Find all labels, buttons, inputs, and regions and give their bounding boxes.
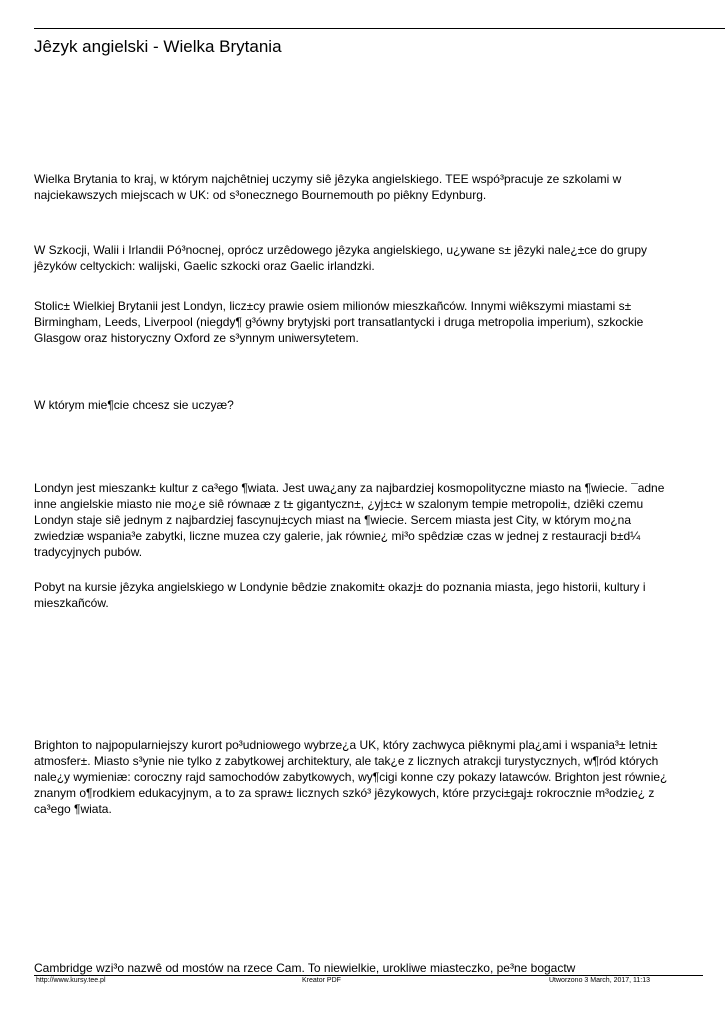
paragraph-languages: W Szkocji, Walii i Irlandii Pó³nocnej, oprócz urzêdowego jêzyka angielskiego, u¿ywane s± jêzyki nale¿±ce do grupy jêzyków celtyckich: walijski, Gaelic szkocki oraz Gaelic irlandzki.: [34, 243, 648, 273]
paragraph-london-course: Pobyt na kursie jêzyka angielskiego w Londynie bêdzie znakomit± okazj± do poznania miasta, jego historii, kultury i mieszkañców.: [34, 580, 646, 610]
page-title: Jêzyk angielski - Wielka Brytania: [34, 37, 282, 56]
paragraph-london: Londyn jest mieszank± kultur z ca³ego ¶wiata. Jest uwa¿any za najbardziej kosmopolityczne miasto na ¶wiecie. ¯adne inne angielskie miasto nie mo¿e siê równaæ z t± gigantyczn±, ¿yj±c± w szalonym tempie metropoli±, dziêki czemu Londyn staje siê jednym z najbardziej fascynuj±cych miast na ¶wiecie. Sercem miasta jest City, w którym mo¿na zwiedziæ wspania³e zabytki, liczne muzea czy galerie, jak równie¿ mi³o spêdziæ czas w jednej z restauracji b±d¼ tradycyjnych pubów.: [34, 481, 665, 559]
footer-created-date: Utworzono 3 March, 2017, 11:13: [549, 977, 651, 984]
header-rule: [34, 28, 725, 29]
paragraph-question: W którym mie¶cie chcesz sie uczyæ?: [34, 398, 234, 412]
paragraph-intro: Wielka Brytania to kraj, w którym najchêtniej uczymy siê jêzyka angielskiego. TEE wspó³pracuje ze szkolami w najciekawszych miejscach w UK: od s³onecznego Bournemouth po piêkny Edynburg.: [34, 172, 622, 202]
footer-generator: Kreator PDF: [302, 977, 341, 984]
paragraph-brighton: Brighton to najpopularniejszy kurort po³udniowego wybrze¿a UK, który zachwyca piêknymi pla¿ami i wspania³± letni± atmosfer±. Miasto s³ynie nie tylko z zabytkowej architektury, ale tak¿e z licznych atrakcji turystycznych, w¶ród których nale¿y wymieniæ: coroczny rajd samochodów zabytkowych, wy¶cigi konne czy pokazy latawców. Brighton jest równie¿ znanym o¶rodkiem edukacyjnym, a to za spraw± licznych szkó³ jêzykowych, które przyci±gaj± rokrocznie m³odzie¿ z ca³ego ¶wiata.: [34, 738, 668, 816]
paragraph-cambridge: Cambridge wzi³o nazwê od mostów na rzece Cam. To niewielkie, urokliwe miasteczko, pe³ne bogactw: [34, 961, 576, 975]
footer-url[interactable]: http://www.kursy.tee.pl: [36, 977, 106, 984]
paragraph-cities: Stolic± Wielkiej Brytanii jest Londyn, licz±cy prawie osiem milionów mieszkañców. Innymi wiêkszymi miastami s± Birmingham, Leeds, Liverpool (niegdy¶ g³ówny brytyjski port transatlantycki i druga metropolia imperium), szkockie Glasgow oraz historyczny Oxford ze s³ynnym uniwersytetem.: [34, 299, 644, 345]
footer-rule: [34, 975, 703, 976]
